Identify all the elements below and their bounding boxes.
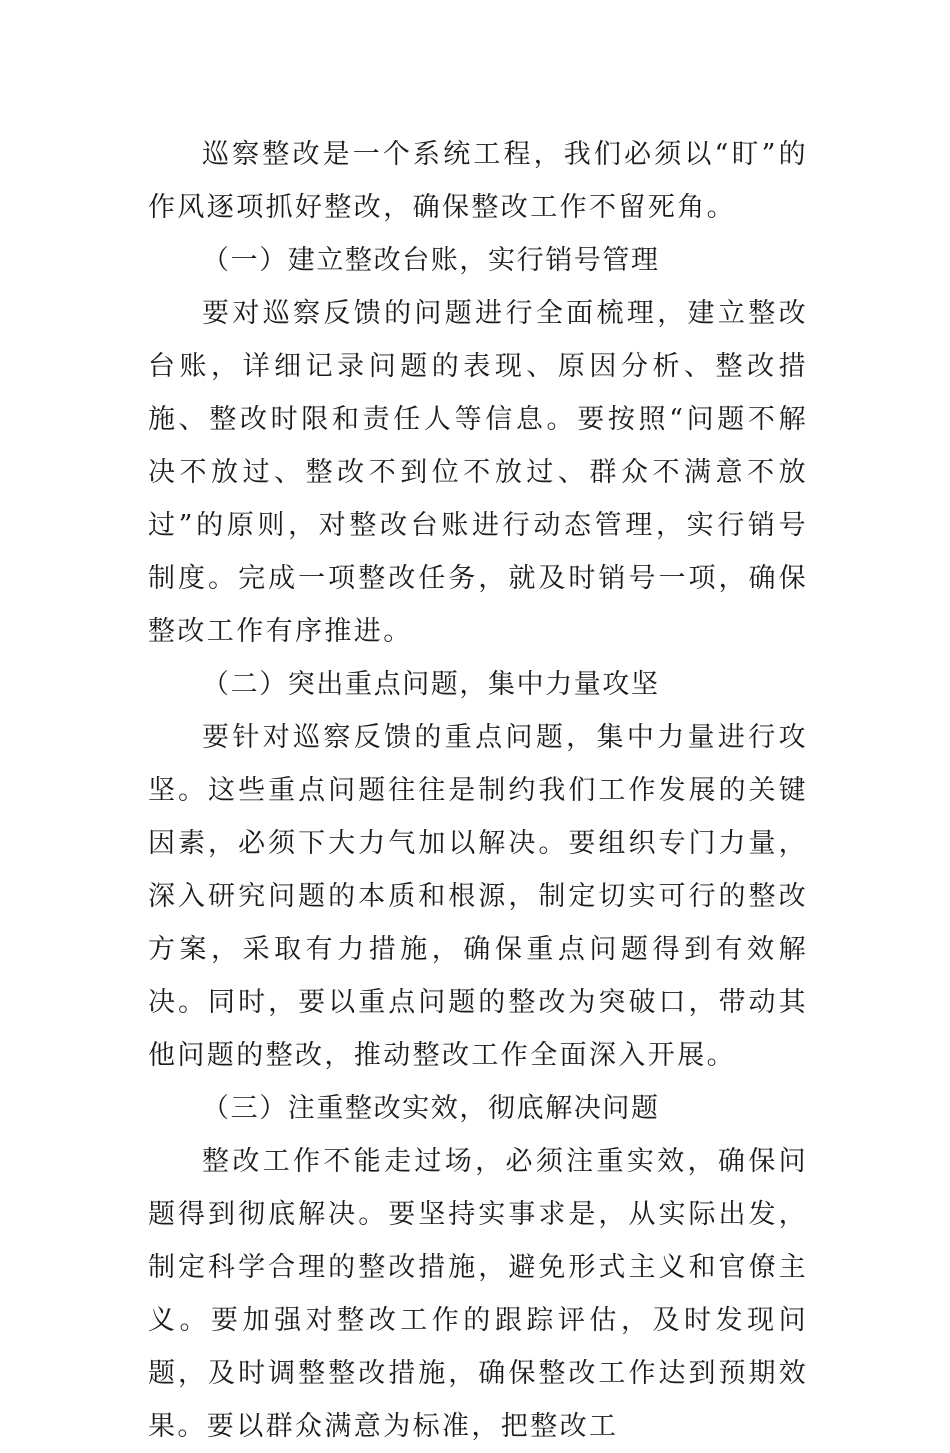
- section-heading-2: （二）突出重点问题，集中力量攻坚: [202, 669, 660, 700]
- section-heading-1: （一）建立整改台账，实行销号管理: [202, 245, 660, 276]
- section-body-2: 要针对巡察反馈的重点问题，集中力量进行攻坚。这些重点问题往往是制约我们工作发展的关键因素，必须下大力气加以解决。要组织专门力量，深入研究问题的本质和根源，制定切实可行的整改方案，采取有力措施，确保重点问题得到有效解决。同时，要以重点问题的整改为突破口，带动其他问题的整改，推动整改工作全面深入开展。: [148, 722, 808, 1071]
- intro-paragraph: 巡察整改是一个系统工程，我们必须以“盯”的作风逐项抓好整改，确保整改工作不留死角。: [148, 139, 808, 223]
- section-body-1: 要对巡察反馈的问题进行全面梳理，建立整改台账，详细记录问题的表现、原因分析、整改措施、整改时限和责任人等信息。要按照“问题不解决不放过、整改不到位不放过、群众不满意不放过”的原则，对整改台账进行动态管理，实行销号制度。完成一项整改任务，就及时销号一项，确保整改工作有序推进。: [148, 298, 808, 647]
- document-body: [148, 128, 808, 1453]
- section-body-3: 整改工作不能走过场，必须注重实效，确保问题得到彻底解决。要坚持实事求是，从实际出发，制定科学合理的整改措施，避免形式主义和官僚主义。要加强对整改工作的跟踪评估，及时发现问题，及时调整整改措施，确保整改工作达到预期效果。要以群众满意为标准，把整改工: [148, 1146, 808, 1442]
- section-heading-3: （三）注重整改实效，彻底解决问题: [202, 1093, 660, 1124]
